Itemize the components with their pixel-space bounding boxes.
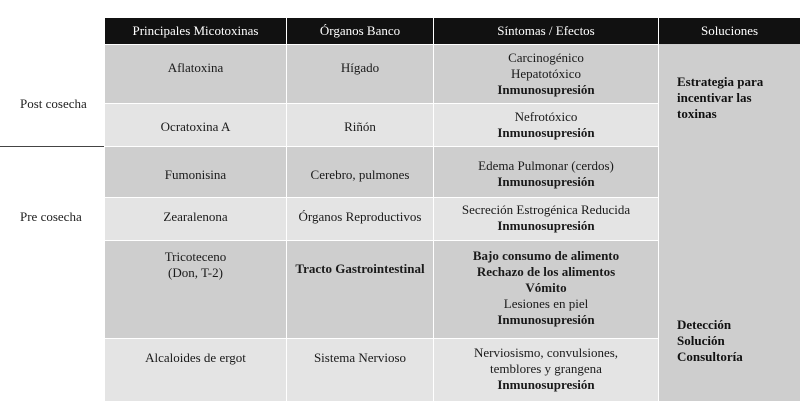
row-ergot-organ <box>287 339 433 401</box>
solution-line: Detección <box>677 317 732 332</box>
symptom-line: Inmunosupresión <box>497 174 595 189</box>
row-ocratoxina-symptoms <box>434 104 658 146</box>
header-mycotoxins: Principales Micotoxinas <box>105 18 286 44</box>
row-tricoteceno-organ <box>287 241 433 338</box>
row-aflatoxina-toxin <box>105 45 286 103</box>
toxin-name: Ocratoxina A <box>160 119 231 134</box>
organ-name: Cerebro, pulmones <box>310 167 410 182</box>
row-fumonisina-organ <box>287 147 433 197</box>
row-ocratoxina-organ <box>287 104 433 146</box>
symptom-line: Nerviosismo, convulsiones, <box>473 345 619 360</box>
toxin-name-detail: (Don, T-2) <box>168 265 223 280</box>
row-zearalenona-toxin <box>105 198 286 240</box>
symptom-line: Carcinogénico <box>508 50 584 65</box>
toxin-name: Zearalenona <box>163 209 228 224</box>
toxin-name: Alcaloides de ergot <box>145 350 246 365</box>
row-aflatoxina-organ <box>287 45 433 103</box>
organ-name: Sistema Nervioso <box>313 350 407 365</box>
symptom-line: Bajo consumo de alimento <box>472 248 620 263</box>
toxin-name: Aflatoxina <box>167 60 224 75</box>
symptom-line: Inmunosupresión <box>497 82 595 97</box>
row-ergot-toxin <box>105 339 286 401</box>
solutions-strategy <box>677 74 763 122</box>
solution-line: Solución <box>677 333 725 348</box>
solution-line: incentivar las <box>677 90 752 105</box>
organ-name: Tracto Gastrointestinal <box>295 261 425 276</box>
phase-divider <box>0 146 104 147</box>
symptom-line: Inmunosupresión <box>497 377 595 392</box>
row-ocratoxina-toxin <box>105 104 286 146</box>
solution-line: Consultoría <box>677 349 743 364</box>
symptom-line: Secreción Estrogénica Reducida <box>461 202 631 217</box>
symptom-line: Inmunosupresión <box>497 218 595 233</box>
symptom-line: Vómito <box>525 280 567 295</box>
symptom-line: Edema Pulmonar (cerdos) <box>478 158 614 173</box>
symptom-line: Rechazo de los alimentos <box>476 264 616 279</box>
organ-name: Hígado <box>340 60 380 75</box>
phase-pre-harvest-label: Pre cosecha <box>20 209 82 224</box>
phase-post-harvest-label: Post cosecha <box>20 96 87 111</box>
row-fumonisina-toxin <box>105 147 286 197</box>
header-symptoms: Síntomas / Efectos <box>434 18 658 44</box>
toxin-name: Tricoteceno <box>164 249 227 264</box>
symptom-line: Inmunosupresión <box>497 125 595 140</box>
symptom-line: Lesiones en piel <box>503 296 589 311</box>
solutions-column <box>659 44 800 401</box>
row-fumonisina-symptoms <box>434 147 658 197</box>
row-zearalenona-symptoms <box>434 198 658 240</box>
solution-line: toxinas <box>677 106 717 121</box>
toxin-name: Fumonisina <box>164 167 227 182</box>
symptom-line: temblores y grangena <box>490 361 602 376</box>
organ-name: Riñón <box>344 119 376 134</box>
header-organs: Órganos Banco <box>287 18 433 44</box>
solution-line: Estrategia para <box>677 74 764 89</box>
symptom-line: Nefrotóxico <box>514 109 578 124</box>
header-solutions: Soluciones <box>659 18 800 44</box>
symptom-line: Hepatotóxico <box>510 66 582 81</box>
row-zearalenona-organ <box>287 198 433 240</box>
row-aflatoxina-symptoms <box>434 45 658 103</box>
row-ergot-symptoms <box>434 339 658 401</box>
symptom-line: Inmunosupresión <box>497 312 595 327</box>
row-tricoteceno-toxin <box>105 241 286 338</box>
organ-name: Órganos Reproductivos <box>298 209 422 224</box>
row-tricoteceno-symptoms <box>434 241 658 338</box>
solutions-services <box>677 317 743 365</box>
